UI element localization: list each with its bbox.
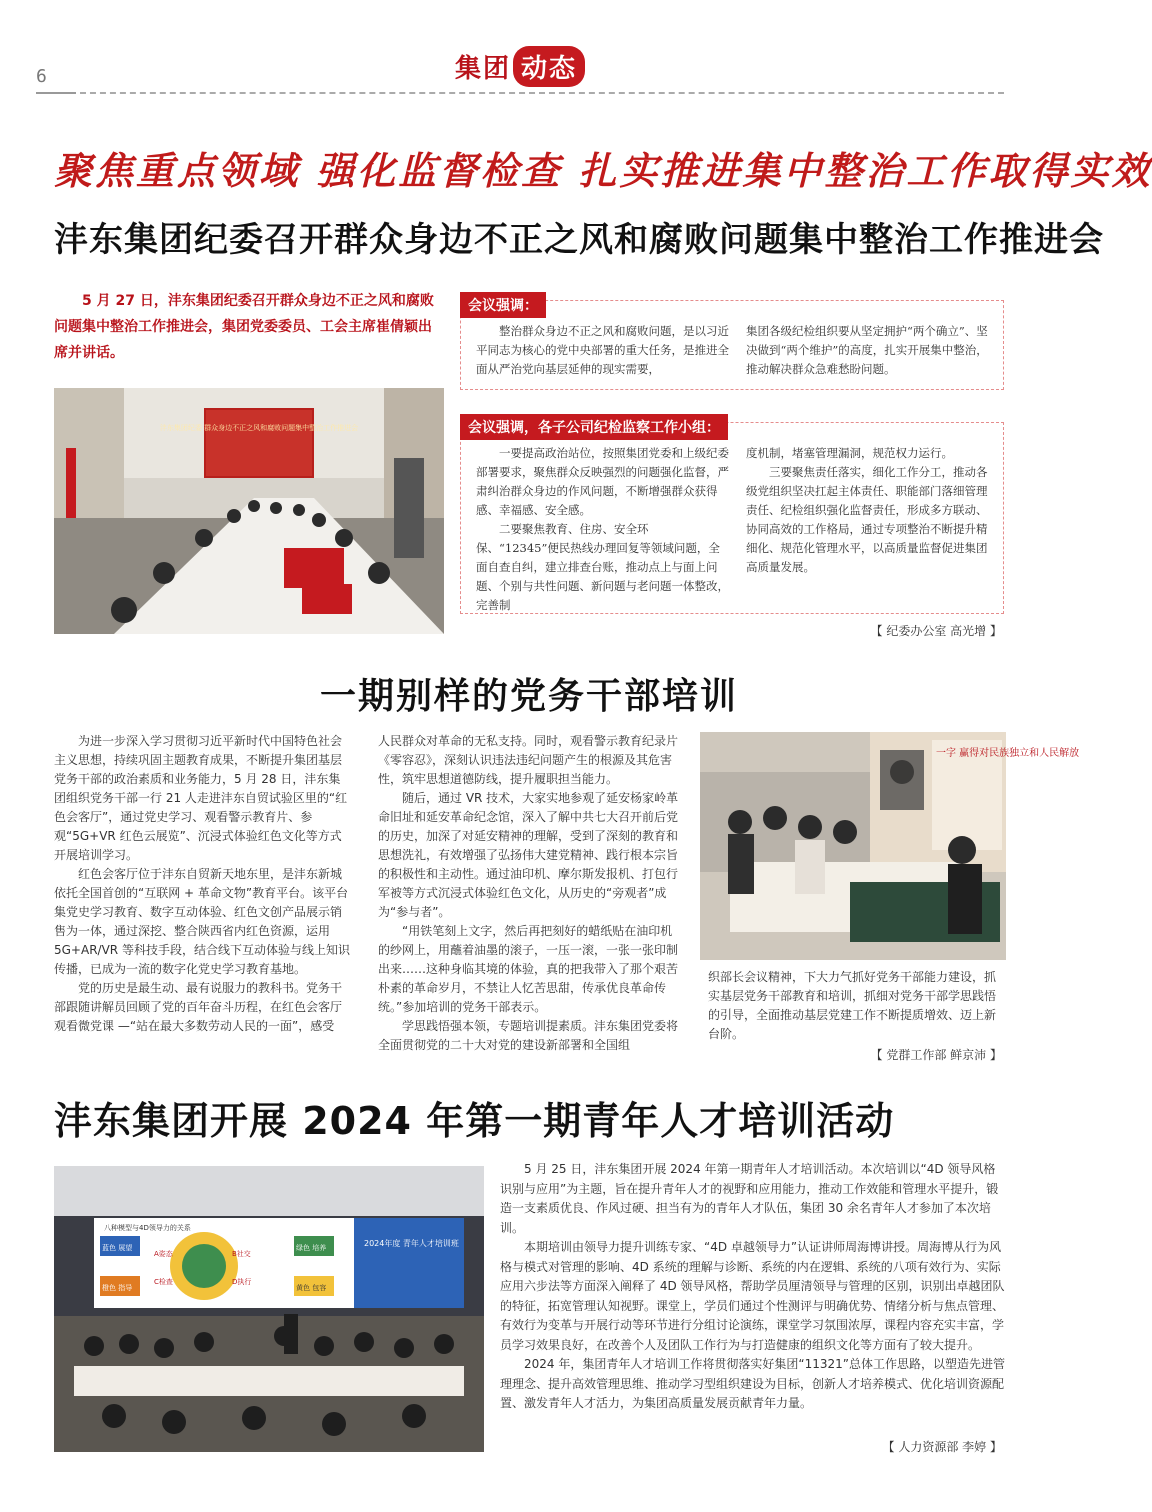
slogan-headline: 聚焦重点领域 强化监督检查 扎实推进集中整治工作取得实效 <box>54 148 1152 193</box>
screen-label-orange: 橙色 指导 <box>102 1284 133 1292</box>
vr-photo-illustration <box>700 732 1080 960</box>
article3-paragraph-2: 本期培训由领导力提升训练专家、“4D 卓越领导力”认证讲师周海博讲授。周海博从行为风格与模式对管理的影响、4D 系统的理解与诊断、系统的内在逻辑、系统的八项有效行为、实际应用六步法等方面深入阐释了 4D 领导风格，帮助学员厘清领导与管理的区别，识别出卓越团队的特征，拓宽管理认知视野。课堂上，学员们通过个性测评与明确优势、情绪分析与焦点管理、有效行为变革与开展行动等环节进行分组讨论演练，课堂学习氛围浓厚，课程内容充实丰富，学员学习效果良好，在改善个人及团队工作行为与打造健康的组织文化等方面有了较大提升。 <box>500 1240 1005 1352</box>
screen-label-green: 绿色 培养 <box>296 1244 327 1252</box>
article2-paragraph-8: 织部长会议精神，下大力气抓好党务干部能力建设，抓实基层党务干部教育和培训，抓细对党务干部学思践悟的引导，全面推动基层党建工作不断提质增效、迈上新台阶。 <box>708 970 997 1041</box>
vr-experience-photo <box>700 732 1080 960</box>
article3-body <box>500 1160 1006 1414</box>
box1-right-text <box>746 322 996 379</box>
header-rule-left <box>36 92 76 94</box>
screen-label-yellow: 黄色 包容 <box>296 1284 327 1292</box>
article3-credit: 【 人力资源部 李婷 】 <box>882 1440 1002 1454</box>
article2-paragraph-7: 学思践悟强本领，专题培训提素质。沣东集团党委将全面贯彻党的二十大对党的建设新部署和全国组 <box>378 1019 679 1052</box>
article2-paragraph-6: “用铁笔刻上文字，然后再把刻好的蜡纸贴在油印机的纱网上，用蘸着油墨的滚子，一压一滚，一张一张印制出来……这种身临其境的体验，真的把我带入了那个艰苦朴素的革命岁月，不禁让人忆苦思甜，传承优良革命传统。”参加培训的党务干部表示。 <box>378 924 679 1014</box>
article2-paragraph-4: 人民群众对革命的无私支持。同时，观看警示教育纪录片《零容忍》，深刻认识违法违纪问题产生的根源及其危害性，筑牢思想道德防线，提升履职担当能力。 <box>378 734 679 786</box>
meeting-photo <box>54 388 444 634</box>
article2-column-1 <box>54 732 352 1036</box>
screen-label-d: D执行 <box>232 1278 252 1286</box>
section-header <box>455 46 585 87</box>
box2-right-paragraph-1: 度机制，堵塞管理漏洞，规范权力运行。 <box>746 446 953 460</box>
photo-wall-text: 一字 赢得对民族独立和人民解放 <box>936 748 1080 759</box>
training-photo-illustration <box>54 1166 484 1452</box>
section-seal: 动态 <box>513 46 585 87</box>
article2-column-2 <box>378 732 684 1055</box>
article3-paragraph-1: 5 月 25 日，沣东集团开展 2024 年第一期青年人才培训活动。本次培训以“4D 领导风格识别与应用”为主题，旨在提升青年人才的视野和应用能力，推动工作效能和管理水平提升，锻造一支素质优良、作风过硬、担当有为的青年人才队伍，集团 30 余名青年人才参加了本次培训。 <box>500 1162 999 1235</box>
box2-right-paragraph-2: 三要聚焦责任落实，细化工作分工，推动各级党组织坚决扛起主体责任、职能部门落细管理责任、纪检组织强化监督责任，形成多方联动、协同高效的工作格局，通过专项整治不断提升精细化、规范化管理水平，以高质量监督促进集团高质量发展。 <box>746 465 988 574</box>
box1-label: 会议强调： <box>460 292 546 318</box>
article1-lead <box>54 288 444 366</box>
screen-label-b: B社交 <box>232 1250 251 1258</box>
article2-paragraph-3: 党的历史是最生动、最有说服力的教科书。党务干部跟随讲解员回顾了党的百年奋斗历程，在红色会客厅观看微党课 —“站在最大多数劳动人民的一面”，感受 <box>54 981 343 1033</box>
box2-left-paragraph-2: 二要聚焦教育、住房、安全环保、“12345”便民热线办理回复等领域问题，全面自查自纠，建立排查台账，推动点上与面上问题、个别与共性问题、新问题与老问题一体整改，完善制 <box>476 522 729 612</box>
article1-credit: 【 纪委办公室 高光增 】 <box>870 624 1002 638</box>
box2-left-text <box>476 444 730 615</box>
section-label: 集团 <box>455 54 512 84</box>
screen-text: 沣东集团纪委 群众身边不正之风和腐败问题集中整治工作推进会 <box>159 424 359 432</box>
lead-paragraph: 5 月 27 日，沣东集团纪委召开群众身边不正之风和腐败问题集中整治工作推进会，集团党委委员、工会主席崔倩颖出席并讲话。 <box>54 293 434 361</box>
box1-left-text <box>476 322 730 379</box>
article2-column-3 <box>708 968 1006 1044</box>
box2-right-text <box>746 444 996 577</box>
article1-title: 沣东集团纪委召开群众身边不正之风和腐败问题集中整治工作推进会 <box>54 220 1104 260</box>
box1-left-paragraph: 整治群众身边不正之风和腐败问题，是以习近平同志为核心的党中央部署的重大任务，是推进全面从严治党向基层延伸的现实需要， <box>476 324 729 376</box>
box2-label: 会议强调，各子公司纪检监察工作小组： <box>460 414 728 440</box>
box2-left-paragraph-1: 一要提高政治站位，按照集团党委和上级纪委部署要求，聚焦群众反映强烈的问题强化监督，严肃纠治群众身边的作风问题，不断增强群众获得感、幸福感、安全感。 <box>476 446 729 517</box>
screen-banner: 2024年度 青年人才培训班 <box>364 1239 459 1248</box>
article2-credit: 【 党群工作部 鲜京沛 】 <box>870 1048 1002 1062</box>
article3-title: 沣东集团开展 2024 年第一期青年人才培训活动 <box>54 1099 895 1143</box>
article2-paragraph-1: 为进一步深入学习贯彻习近平新时代中国特色社会主义思想，持续巩固主题教育成果，不断提升集团基层党务干部的政治素质和业务能力，5 月 28 日，沣东集团组织党务干部一行 21 人走进沣东自贸试验区里的“红色会客厅”，通过党史学习、观看警示教育片、参观“5G+VR 红色云展览”、沉浸式体验红色文化等方式开展培训学习。 <box>54 734 348 862</box>
training-photo <box>54 1166 484 1452</box>
article2-paragraph-2: 红色会客厅位于沣东自贸新天地东里，是沣东新城依托全国首创的“互联网 + 革命文物”教育平台。该平台集党史学习教育、数字互动体验、红色文创产品展示销售为一体，通过深挖、整合陕西省内红色资源，运用 5G+AR/VR 等科技手段，结合线下互动体验与线上知识传播，已成为一流的数字化党史学习教育基地。 <box>54 867 350 976</box>
article2-paragraph-5: 随后，通过 VR 技术，大家实地参观了延安杨家岭革命旧址和延安革命纪念馆，深入了解中共七大召开前后党的历史，加深了对延安精神的理解，受到了深刻的教育和思想洗礼，有效增强了弘扬伟大建党精神、践行根本宗旨的积极性和主动性。通过油印机、摩尔斯发报机、打包行军被等方式沉浸式体验红色文化，从历史的“旁观者”成为“参与者”。 <box>378 791 679 919</box>
meeting-photo-illustration <box>54 388 444 634</box>
screen-label-blue: 蓝色 展望 <box>102 1244 133 1252</box>
article2-title: 一期别样的党务干部培训 <box>319 676 738 717</box>
article3-paragraph-3: 2024 年，集团青年人才培训工作将贯彻落实好集团“11321”总体工作思路，以塑造先进管理理念、提升高效管理思维、推动学习型组织建设为目标，创新人才培养模式、优化培训资源配置、激发青年人才活力，为集团高质量发展贡献青年力量。 <box>500 1357 1005 1410</box>
screen-title: 八种模型与4D领导力的关系 <box>104 1224 191 1232</box>
box1-right-paragraph: 集团各级纪检组织要从坚定拥护“两个确立”、坚决做到“两个维护”的高度，扎实开展集中整治，推动解决群众急难愁盼问题。 <box>746 324 988 376</box>
page-number: 6 <box>36 66 47 87</box>
screen-label-c: C检查 <box>154 1278 173 1286</box>
screen-label-a: A姿态 <box>154 1250 173 1258</box>
header-rule <box>80 92 1004 94</box>
